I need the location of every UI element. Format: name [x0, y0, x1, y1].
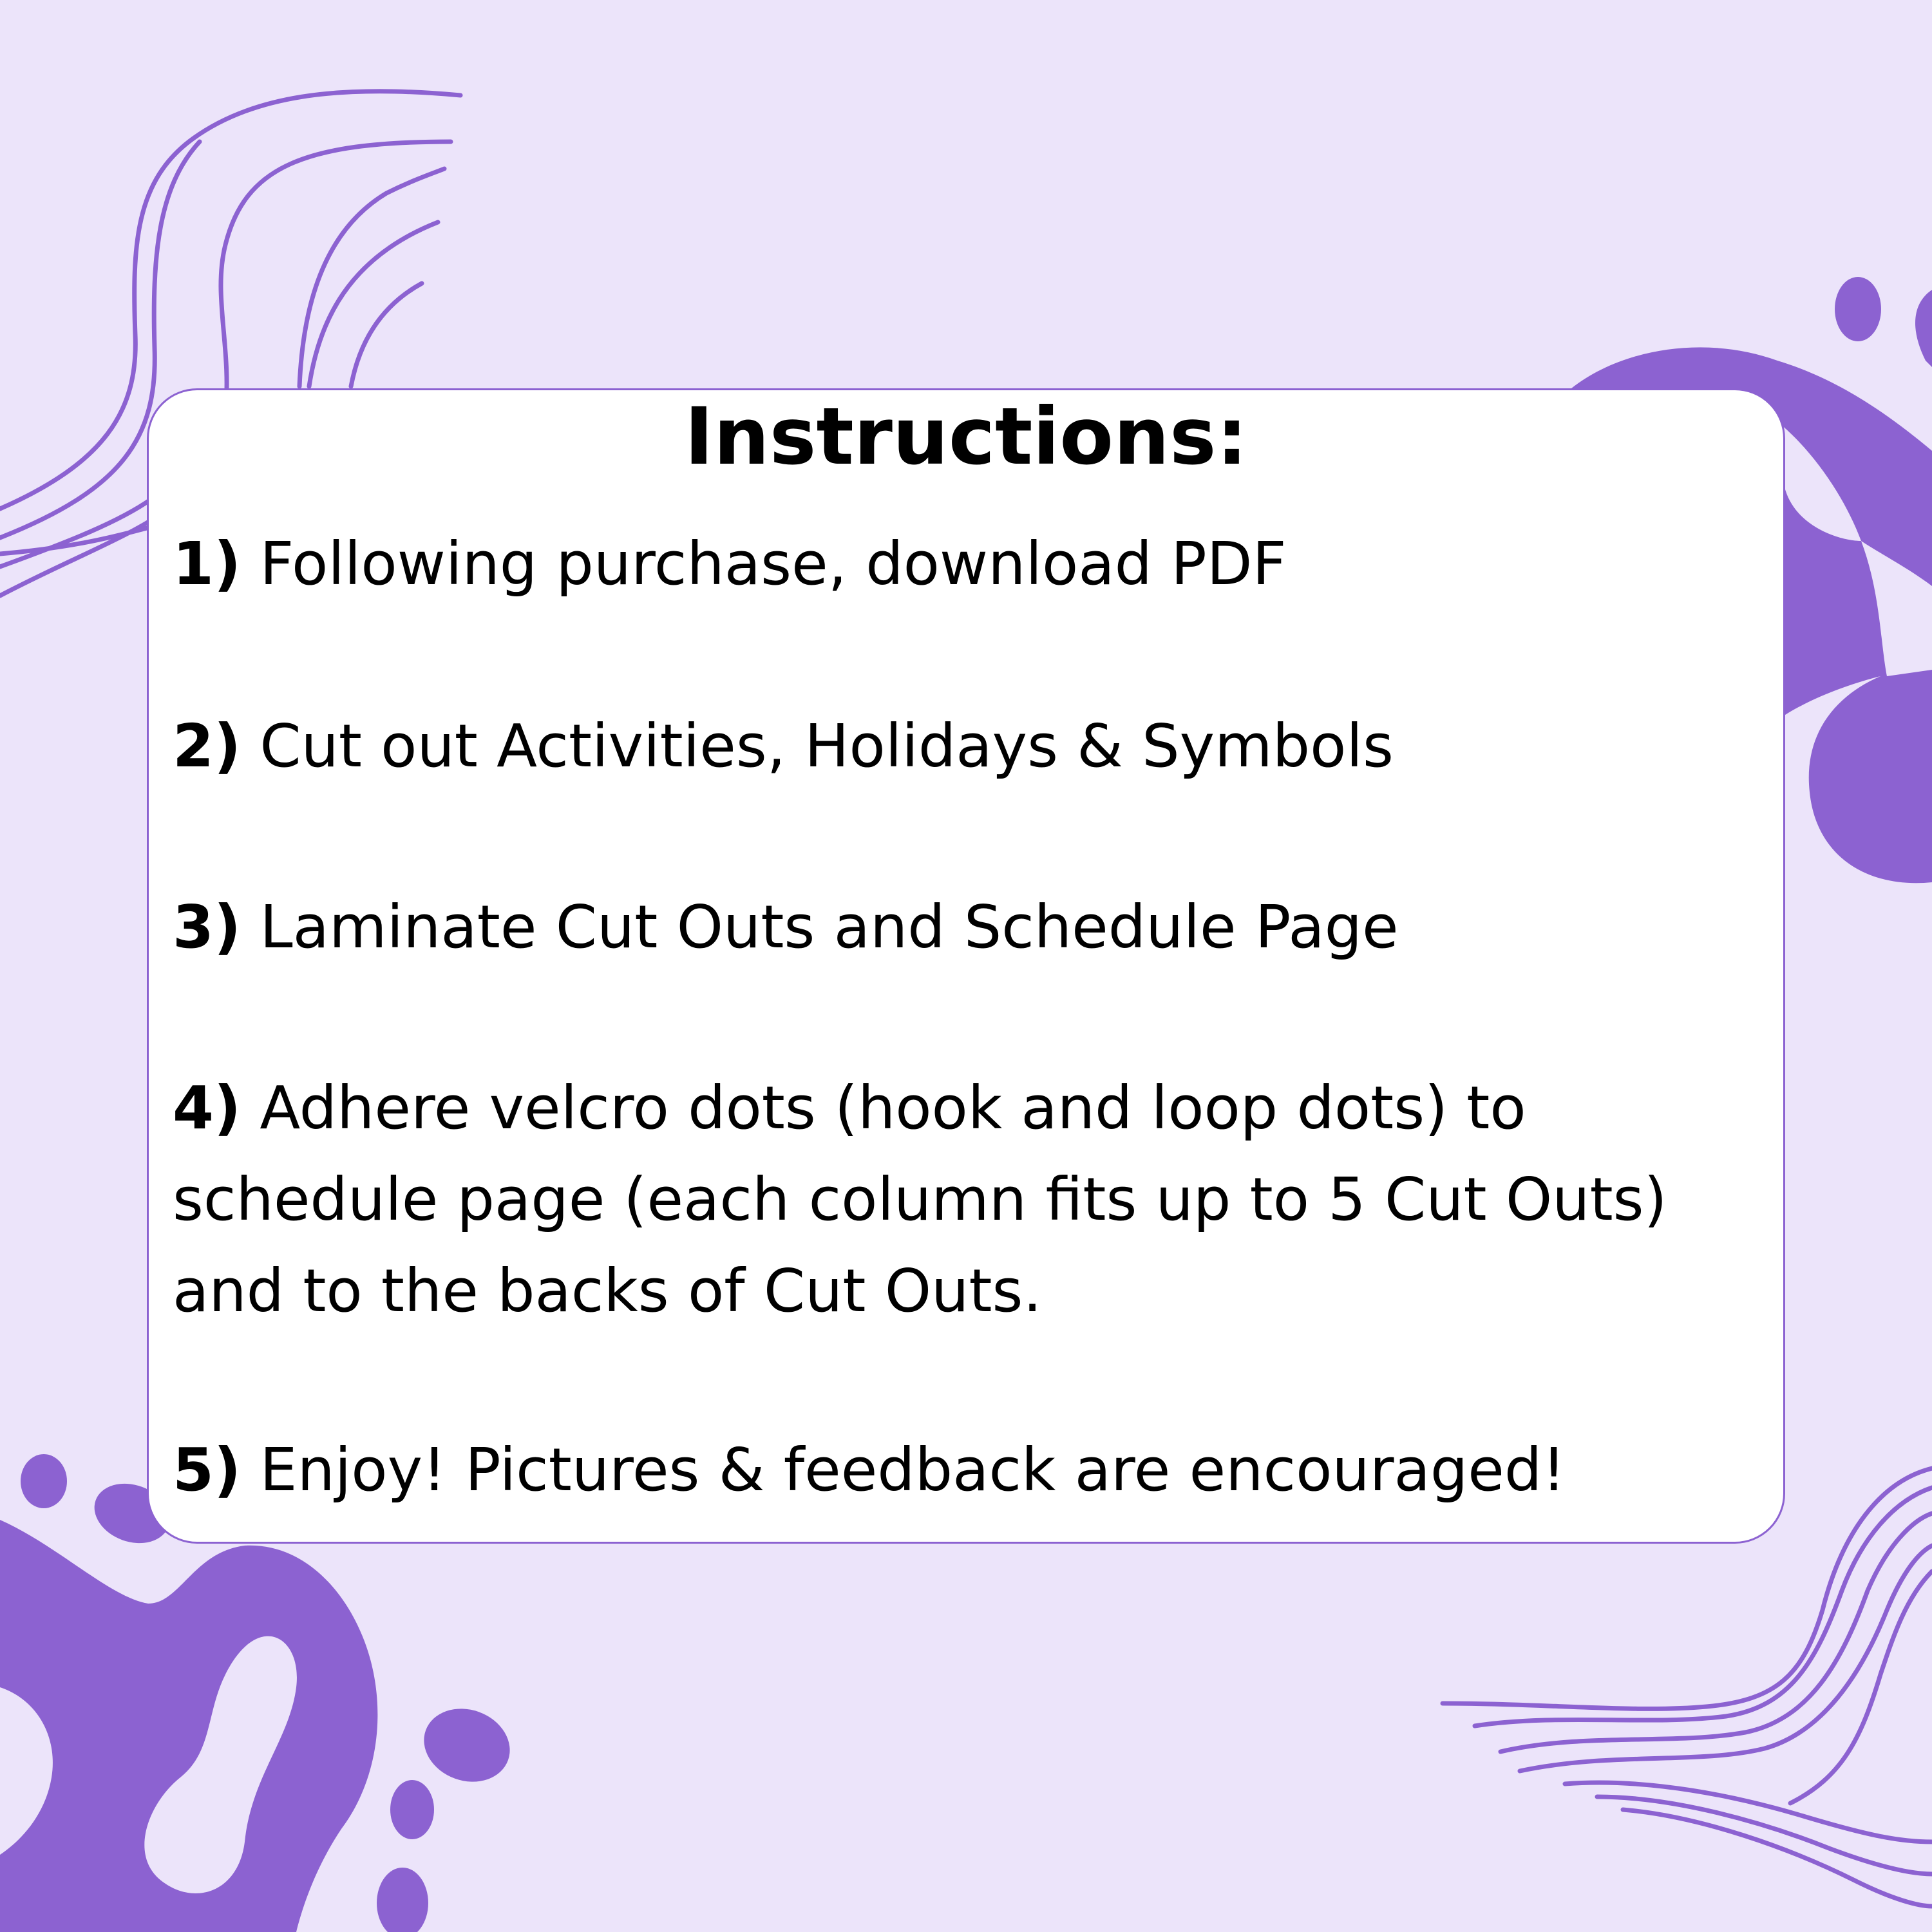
step-number: 1) — [173, 529, 242, 598]
step-text: Enjoy! Pictures & feedback are encouraged! — [260, 1435, 1566, 1504]
step-1 — [173, 518, 1757, 610]
step-text: Following purchase, download PDF — [260, 529, 1287, 598]
step-number: 4) — [173, 1074, 242, 1142]
step-2 — [173, 701, 1757, 792]
instructions-title: Instructions: — [684, 391, 1248, 482]
step-text: Cut out Activities, Holidays & Symbols — [260, 712, 1394, 781]
step-5 — [173, 1425, 1757, 1516]
step-text: Adhere velcro dots (hook and loop dots) to — [260, 1074, 1526, 1142]
step-3 — [173, 882, 1757, 973]
step-line — [173, 1063, 1757, 1154]
step-number: 5) — [173, 1435, 242, 1504]
step-line: schedule page (each column fits up to 5 Cut Outs) — [173, 1165, 1667, 1234]
step-4 — [173, 1063, 1757, 1337]
step-line: and to the backs of Cut Outs. — [173, 1256, 1042, 1325]
step-text: Laminate Cut Outs and Schedule Page — [260, 893, 1399, 961]
step-number: 3) — [173, 893, 242, 961]
title-container — [147, 388, 1785, 491]
step-number: 2) — [173, 712, 242, 781]
